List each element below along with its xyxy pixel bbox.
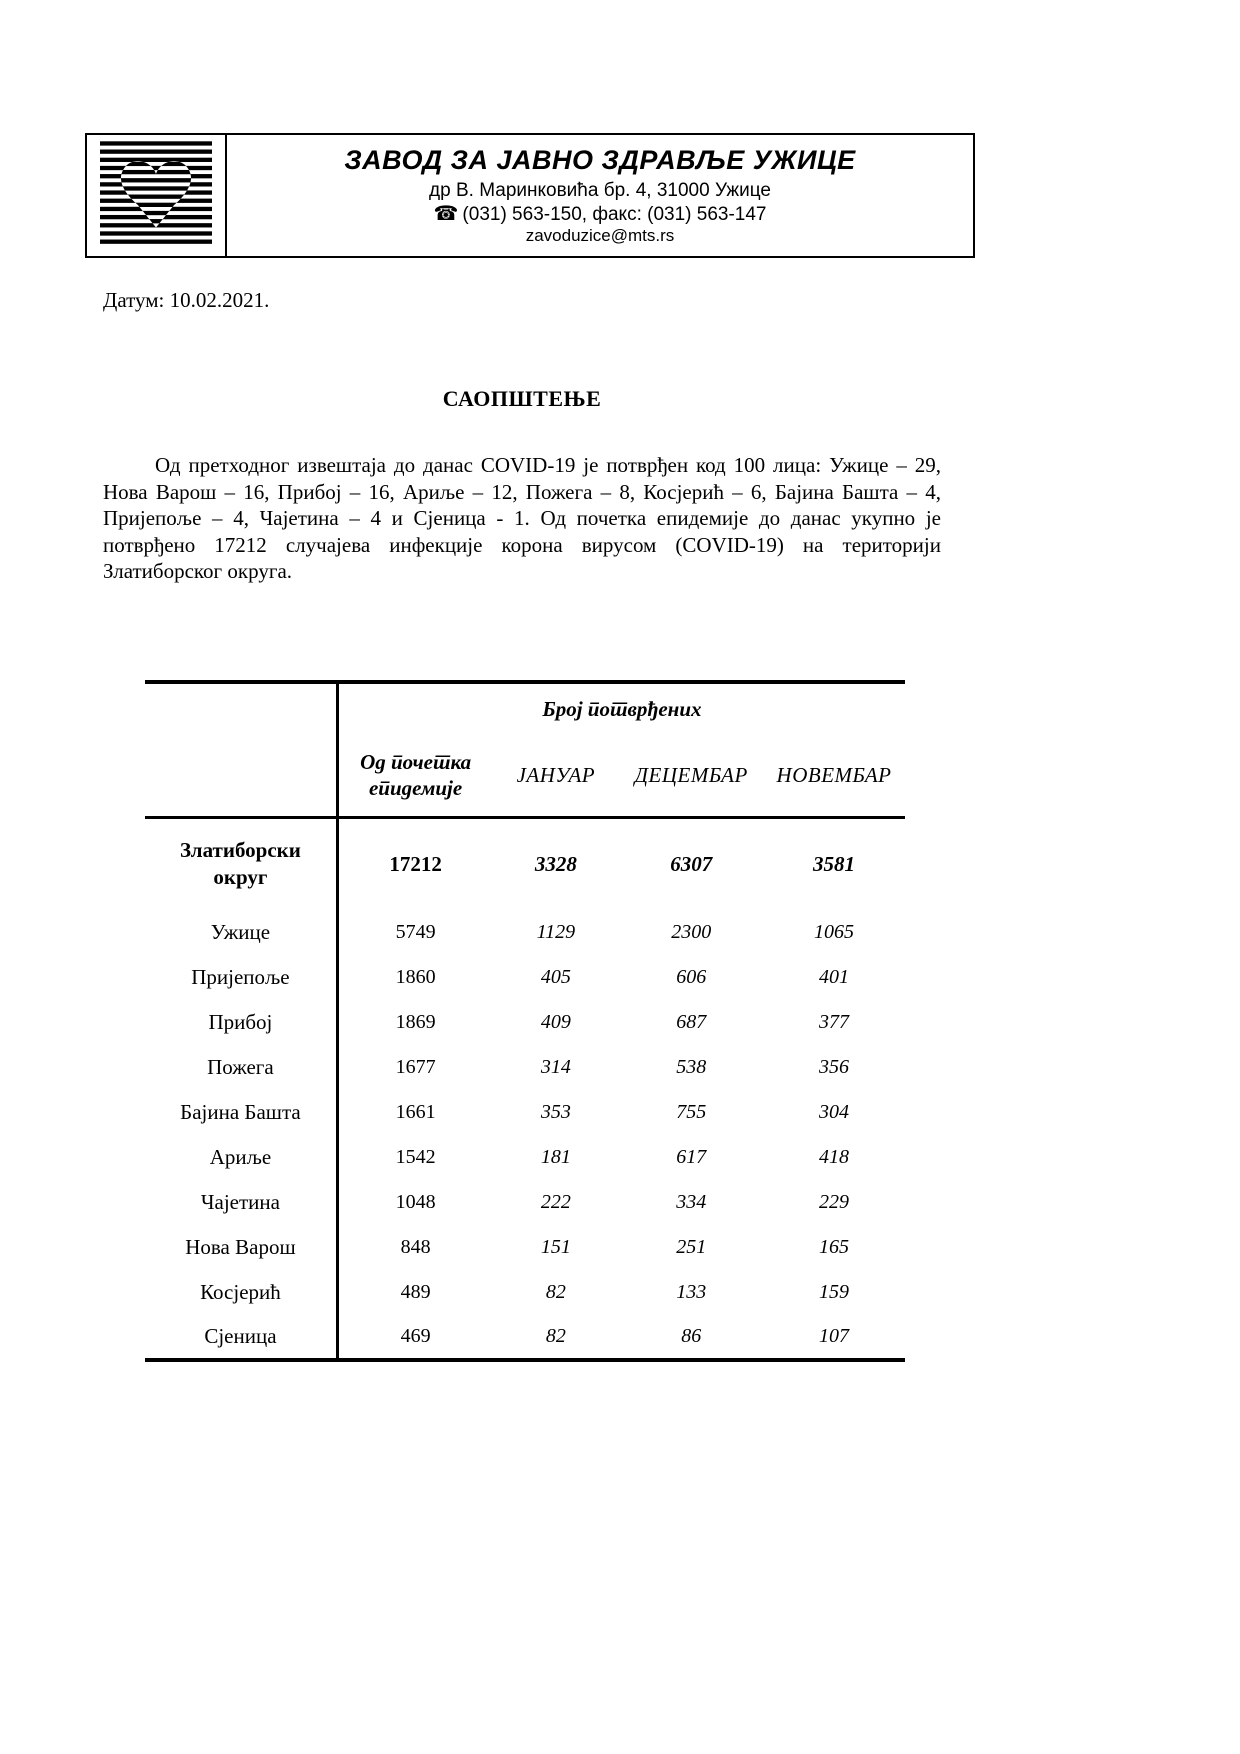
row-label: Ужице bbox=[145, 910, 337, 955]
value-january: 82 bbox=[545, 1280, 566, 1303]
value-january: 82 bbox=[545, 1324, 566, 1347]
value-november: 159 bbox=[819, 1280, 850, 1303]
value-november: 165 bbox=[819, 1235, 850, 1258]
row-label: Сјеница bbox=[145, 1315, 337, 1360]
value-since-start: 1869 bbox=[395, 1010, 436, 1033]
covid-cases-table bbox=[145, 680, 905, 1362]
row-label: Златиборски округ bbox=[145, 818, 337, 910]
value-since-start: 17212 bbox=[389, 851, 442, 876]
group-header-cell: Број потврђених bbox=[542, 696, 702, 721]
value-december: 606 bbox=[676, 965, 707, 988]
table-row bbox=[145, 955, 905, 1000]
value-december: 538 bbox=[676, 1055, 707, 1078]
value-january: 151 bbox=[540, 1235, 571, 1258]
row-label: Пожега bbox=[145, 1045, 337, 1090]
value-since-start: 469 bbox=[400, 1324, 431, 1347]
value-december: 133 bbox=[676, 1280, 707, 1303]
value-december: 617 bbox=[676, 1145, 707, 1168]
date-line: Датум: 10.02.2021. bbox=[103, 288, 270, 312]
value-january: 1129 bbox=[536, 920, 576, 943]
value-since-start: 489 bbox=[400, 1280, 431, 1303]
table-header bbox=[145, 682, 905, 818]
org-phone-numbers: (031) 563-150, факс: (031) 563-147 bbox=[462, 203, 767, 225]
column-header-january: ЈАНУАР bbox=[492, 734, 619, 818]
row-label: Ариље bbox=[145, 1135, 337, 1180]
table-row bbox=[145, 1135, 905, 1180]
value-november: 377 bbox=[819, 1010, 850, 1033]
org-address: др В. Маринковића бр. 4, 31000 Ужице bbox=[429, 179, 771, 201]
value-november: 3581 bbox=[813, 851, 856, 876]
value-since-start: 1048 bbox=[395, 1190, 436, 1213]
table-row bbox=[145, 818, 905, 910]
phone-icon: ☎ bbox=[433, 202, 459, 225]
empty-corner-cell bbox=[145, 682, 337, 734]
value-january: 353 bbox=[540, 1100, 571, 1123]
logo-cell bbox=[87, 135, 227, 256]
value-since-start: 1677 bbox=[395, 1055, 436, 1078]
value-january: 181 bbox=[540, 1145, 571, 1168]
value-december: 2300 bbox=[671, 920, 712, 943]
org-email: zavoduzice@mts.rs bbox=[525, 226, 675, 246]
value-january: 222 bbox=[540, 1190, 571, 1213]
row-label: Нова Варош bbox=[145, 1225, 337, 1270]
table-body bbox=[145, 818, 905, 1360]
value-december: 687 bbox=[676, 1010, 707, 1033]
value-since-start: 1860 bbox=[395, 965, 436, 988]
table-row bbox=[145, 1000, 905, 1045]
value-since-start: 5749 bbox=[395, 920, 436, 943]
org-name: ЗАВОД ЗА ЈАВНО ЗДРАВЉЕ УЖИЦЕ bbox=[344, 144, 856, 175]
table-row bbox=[145, 1090, 905, 1135]
row-label: Чајетина bbox=[145, 1180, 337, 1225]
value-december: 755 bbox=[676, 1100, 707, 1123]
announcement-paragraph: Од претходног извештаја до данас COVID-19 је потврђен код 100 лица: Ужице – 29, Нова Варош – 16, Прибој – 16, Ариље – 12, Пожега – 8, Косјерић – 6, Бајина Башта – 4, Пријепоље – 4, Чајетина – 4 и Сјеница - 1. Од почетка епидемије до данас укупно је потврђено 17212 случајева инфекције корона вирусом (COVID-19) на територији Златиборског округа. bbox=[103, 453, 941, 583]
letterhead bbox=[85, 133, 975, 258]
value-december: 334 bbox=[676, 1190, 707, 1213]
value-november: 401 bbox=[819, 965, 850, 988]
table-row bbox=[145, 1225, 905, 1270]
table-row bbox=[145, 910, 905, 955]
column-header-december: ДЕЦЕМБАР bbox=[619, 734, 763, 818]
value-january: 314 bbox=[540, 1055, 571, 1078]
table-row bbox=[145, 1315, 905, 1360]
value-november: 107 bbox=[819, 1324, 850, 1347]
value-november: 229 bbox=[819, 1190, 850, 1213]
value-december: 86 bbox=[681, 1324, 702, 1347]
table-row bbox=[145, 1045, 905, 1090]
doc-title: САОПШТЕЊЕ bbox=[442, 386, 602, 411]
value-november: 356 bbox=[819, 1055, 850, 1078]
value-november: 1065 bbox=[814, 920, 855, 943]
column-header-november: НОВЕМБАР bbox=[763, 734, 905, 818]
value-january: 405 bbox=[540, 965, 571, 988]
value-january: 3328 bbox=[534, 851, 577, 876]
row-label: Косјерић bbox=[145, 1270, 337, 1315]
column-header-since-start: Од почетка епидемије bbox=[337, 734, 492, 818]
row-label: Пријепоље bbox=[145, 955, 337, 1000]
row-label: Бајина Башта bbox=[145, 1090, 337, 1135]
table-row bbox=[145, 1270, 905, 1315]
value-november: 304 bbox=[819, 1100, 850, 1123]
value-november: 418 bbox=[819, 1145, 850, 1168]
value-december: 6307 bbox=[670, 851, 713, 876]
row-label: Прибој bbox=[145, 1000, 337, 1045]
org-phone bbox=[227, 202, 973, 226]
empty-corner-cell bbox=[145, 734, 337, 818]
value-december: 251 bbox=[676, 1235, 707, 1258]
value-since-start: 1542 bbox=[395, 1145, 436, 1168]
letterhead-text bbox=[227, 135, 973, 256]
value-since-start: 848 bbox=[400, 1235, 431, 1258]
striped-heart-logo-icon bbox=[100, 141, 212, 250]
value-since-start: 1661 bbox=[395, 1100, 436, 1123]
value-january: 409 bbox=[540, 1010, 571, 1033]
table-row bbox=[145, 1180, 905, 1225]
